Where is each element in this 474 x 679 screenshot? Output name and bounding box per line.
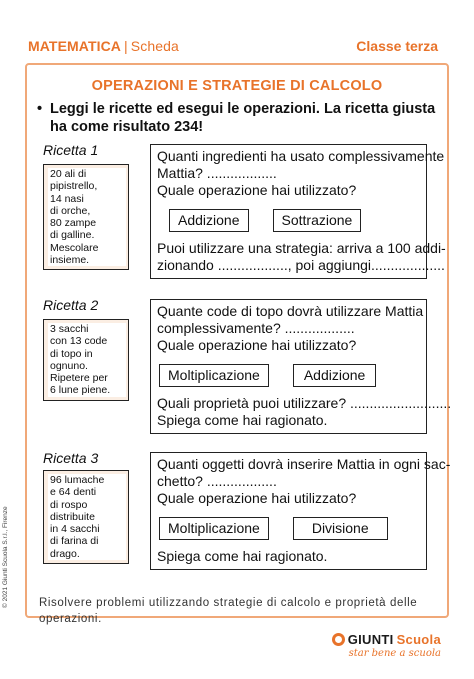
- giunti-g-logo-icon: [332, 633, 345, 646]
- bullet-icon: •: [37, 101, 43, 117]
- option-moltiplicazione-button[interactable]: Moltiplicazione: [159, 364, 269, 387]
- ingredient-line: con 13 code: [48, 335, 126, 347]
- question-line: Spiega come hai ragionato.: [157, 548, 328, 564]
- option-sottrazione-button[interactable]: Sottrazione: [273, 209, 362, 232]
- ingredient-line: di orche,: [48, 205, 126, 217]
- recipe-1-ingredients: [43, 164, 129, 270]
- brand-tagline: star bene a scuola: [348, 648, 441, 659]
- ingredient-line: 80 zampe: [48, 217, 126, 229]
- answer-blank-line[interactable]: chetto? ..................: [157, 473, 277, 489]
- worksheet-frame: [25, 63, 452, 625]
- ingredient-line: distribuite: [48, 511, 126, 523]
- ingredient-line: 6 lune piene.: [48, 384, 126, 396]
- publisher-logo: [332, 632, 441, 647]
- ingredient-line: 3 sacchi: [48, 323, 126, 335]
- brand-name-scuola: Scuola: [396, 632, 441, 647]
- class-level-label: Classe terza: [356, 38, 438, 54]
- answer-blank-line[interactable]: Quali proprietà puoi utilizzare? ..........................: [157, 395, 452, 411]
- ingredient-line: e 64 denti: [48, 486, 126, 498]
- ingredient-line: ognuno.: [48, 360, 126, 372]
- instructions-text: Leggi le ricette ed esegui le operazioni. La ricetta giusta ha come risultato 234!: [50, 101, 436, 135]
- recipe-1-label: Ricetta 1: [43, 142, 99, 158]
- recipe-3-questions: [150, 452, 451, 570]
- copyright-notice: © 2021 Giunti Scuola S.r.l., Firenze: [2, 506, 9, 608]
- recipe-1-questions: [150, 144, 446, 279]
- worksheet-title: OPERAZIONI E STRATEGIE DI CALCOLO: [91, 78, 383, 94]
- ingredient-line: di galline.: [48, 229, 126, 241]
- ingredient-line: in 4 sacchi: [48, 523, 126, 535]
- publisher-brand: [332, 632, 441, 659]
- recipe-3-ingredients: [43, 470, 129, 564]
- brand-name-giunti: GIUNTI: [347, 632, 394, 647]
- option-moltiplicazione-button[interactable]: Moltiplicazione: [159, 517, 269, 540]
- recipe-2-ingredients: [43, 319, 129, 401]
- ingredient-line: di topo in: [48, 348, 126, 360]
- ingredient-line: di farina di: [48, 535, 126, 547]
- subject-heading: [28, 38, 179, 54]
- option-addizione-button[interactable]: Addizione: [293, 364, 377, 387]
- recipe-2-label: Ricetta 2: [43, 297, 99, 313]
- section-label: Scheda: [130, 38, 179, 54]
- learning-objective: Risolvere problemi utilizzando strategie di calcolo e proprietà delle operazioni.: [39, 597, 418, 625]
- operation-options: [157, 364, 420, 387]
- recipe-3-label: Ricetta 3: [43, 450, 99, 466]
- operation-options: [157, 517, 420, 540]
- page-header: [28, 38, 438, 58]
- question-line: Quanti ingredienti ha usato complessivamente: [157, 148, 445, 164]
- instructions: [37, 100, 437, 136]
- answer-blank-line[interactable]: Mattia? ..................: [157, 165, 277, 181]
- answer-blank-line[interactable]: zionando .................., poi aggiungi...................: [157, 257, 445, 273]
- ingredient-line: Ripetere per: [48, 372, 126, 384]
- ingredient-line: insieme.: [48, 254, 126, 266]
- subject-label: MATEMATICA: [28, 38, 122, 54]
- recipe-2-questions: [150, 299, 452, 434]
- question-line: Quante code di topo dovrà utilizzare Mattia: [157, 303, 424, 319]
- option-addizione-button[interactable]: Addizione: [169, 209, 249, 232]
- question-line: Quale operazione hai utilizzato?: [157, 182, 357, 198]
- question-line: Quale operazione hai utilizzato?: [157, 490, 357, 506]
- ingredient-line: 96 lumache: [48, 474, 126, 486]
- strategy-line: Puoi utilizzare una strategia: arriva a 100 addi-: [157, 240, 446, 256]
- question-line: Quale operazione hai utilizzato?: [157, 337, 357, 353]
- header-separator: |: [124, 38, 128, 54]
- ingredient-line: pipistrello,: [48, 180, 126, 192]
- question-line: Quanti oggetti dovrà inserire Mattia in ogni sac-: [157, 456, 451, 472]
- ingredient-line: 20 ali di: [48, 168, 126, 180]
- answer-blank-line[interactable]: complessivamente? ..................: [157, 320, 355, 336]
- ingredient-line: di rospo: [48, 499, 126, 511]
- ingredient-line: drago.: [48, 548, 126, 560]
- question-line: Spiega come hai ragionato.: [157, 412, 328, 428]
- operation-options: [157, 209, 420, 232]
- ingredient-line: 14 nasi: [48, 193, 126, 205]
- option-divisione-button[interactable]: Divisione: [293, 517, 388, 540]
- ingredient-line: Mescolare: [48, 242, 126, 254]
